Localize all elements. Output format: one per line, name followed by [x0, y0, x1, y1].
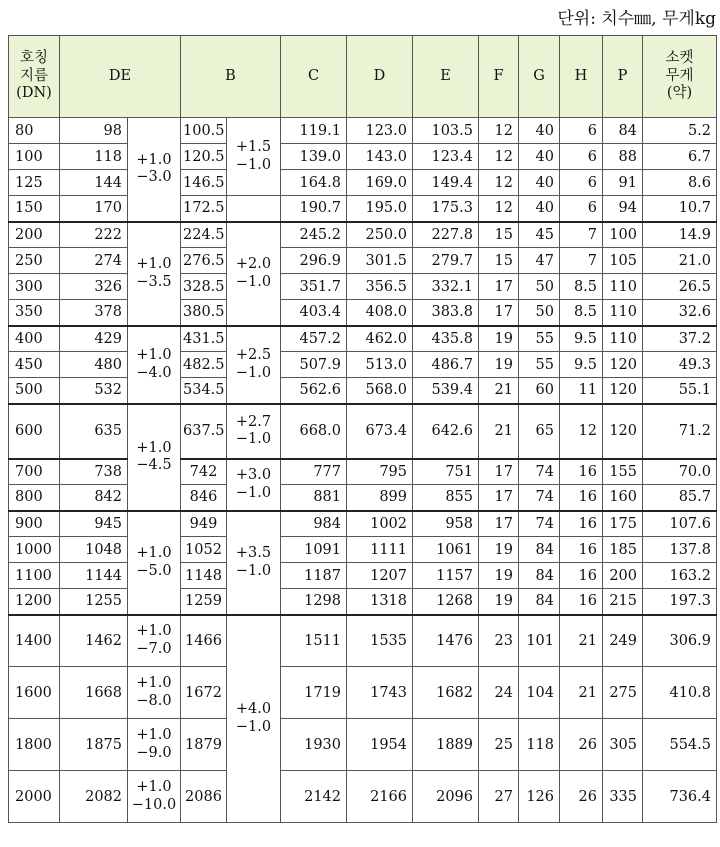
cell-f: 15: [479, 222, 519, 248]
cell-d: 123.0: [347, 118, 413, 144]
cell-e: 123.4: [413, 144, 479, 170]
cell-w: 306.9: [643, 615, 717, 667]
cell-de: 1144: [60, 563, 128, 589]
cell-p: 110: [603, 326, 643, 352]
cell-w: 70.0: [643, 459, 717, 485]
cell-b: 482.5: [181, 352, 227, 378]
cell-g: 47: [519, 248, 560, 274]
table-row: [9, 118, 717, 144]
cell-b: 637.5: [181, 404, 227, 459]
header-dn: 호칭 지름 (DN): [9, 36, 60, 118]
cell-h: 16: [560, 563, 603, 589]
cell-w: 21.0: [643, 248, 717, 274]
cell-e: 751: [413, 459, 479, 485]
cell-de: 326: [60, 274, 128, 300]
cell-p: 249: [603, 615, 643, 667]
cell-b: 224.5: [181, 222, 227, 248]
cell-c: 139.0: [281, 144, 347, 170]
table-row: [9, 589, 717, 615]
cell-e: 149.4: [413, 170, 479, 196]
cell-c: 1091: [281, 537, 347, 563]
cell-dn: 450: [9, 352, 60, 378]
cell-e: 1682: [413, 667, 479, 719]
cell-g: 50: [519, 300, 560, 326]
cell-w: 163.2: [643, 563, 717, 589]
unit-note: 단위: 치수㎜, 무게kg: [557, 9, 716, 29]
cell-d: 356.5: [347, 274, 413, 300]
cell-d: 408.0: [347, 300, 413, 326]
cell-h: 6: [560, 170, 603, 196]
cell-d: 2166: [347, 771, 413, 823]
cell-h: 16: [560, 537, 603, 563]
cell-f: 19: [479, 352, 519, 378]
cell-b-tolerance: +2.5 −1.0: [227, 326, 281, 404]
cell-dn: 800: [9, 485, 60, 511]
cell-dn: 600: [9, 404, 60, 459]
cell-de: 635: [60, 404, 128, 459]
cell-e: 1889: [413, 719, 479, 771]
header-d: D: [347, 36, 413, 118]
cell-e: 435.8: [413, 326, 479, 352]
cell-h: 11: [560, 378, 603, 404]
cell-b: 120.5: [181, 144, 227, 170]
cell-w: 410.8: [643, 667, 717, 719]
cell-b: 1879: [181, 719, 227, 771]
cell-g: 84: [519, 563, 560, 589]
cell-c: 881: [281, 485, 347, 511]
cell-e: 486.7: [413, 352, 479, 378]
cell-g: 40: [519, 170, 560, 196]
cell-d: 462.0: [347, 326, 413, 352]
table-row: [9, 719, 717, 771]
cell-e: 175.3: [413, 196, 479, 222]
cell-dn: 300: [9, 274, 60, 300]
header-b: B: [181, 36, 281, 118]
cell-h: 7: [560, 248, 603, 274]
cell-d: 513.0: [347, 352, 413, 378]
cell-f: 17: [479, 300, 519, 326]
cell-de-tolerance: +1.0 −8.0: [128, 667, 181, 719]
cell-b: 431.5: [181, 326, 227, 352]
cell-c: 777: [281, 459, 347, 485]
cell-w: 37.2: [643, 326, 717, 352]
cell-b: 1672: [181, 667, 227, 719]
cell-h: 16: [560, 511, 603, 537]
cell-f: 17: [479, 511, 519, 537]
cell-w: 8.6: [643, 170, 717, 196]
cell-e: 1268: [413, 589, 479, 615]
cell-de: 1875: [60, 719, 128, 771]
cell-dn: 500: [9, 378, 60, 404]
cell-p: 155: [603, 459, 643, 485]
cell-de: 144: [60, 170, 128, 196]
cell-d: 195.0: [347, 196, 413, 222]
cell-f: 17: [479, 459, 519, 485]
cell-d: 1002: [347, 511, 413, 537]
cell-de-tolerance: +1.0 −7.0: [128, 615, 181, 667]
socket-dimension-table: [8, 35, 717, 823]
cell-g: 45: [519, 222, 560, 248]
table-row: [9, 222, 717, 248]
cell-de: 170: [60, 196, 128, 222]
cell-p: 105: [603, 248, 643, 274]
cell-de: 945: [60, 511, 128, 537]
header-c: C: [281, 36, 347, 118]
cell-b: 1466: [181, 615, 227, 667]
cell-w: 554.5: [643, 719, 717, 771]
cell-d: 673.4: [347, 404, 413, 459]
cell-dn: 200: [9, 222, 60, 248]
cell-g: 60: [519, 378, 560, 404]
cell-p: 110: [603, 300, 643, 326]
cell-c: 403.4: [281, 300, 347, 326]
cell-p: 275: [603, 667, 643, 719]
cell-w: 85.7: [643, 485, 717, 511]
cell-p: 94: [603, 196, 643, 222]
cell-dn: 1000: [9, 537, 60, 563]
cell-f: 17: [479, 274, 519, 300]
header-de: DE: [60, 36, 181, 118]
cell-d: 1954: [347, 719, 413, 771]
cell-g: 74: [519, 511, 560, 537]
cell-p: 185: [603, 537, 643, 563]
cell-b-tolerance: +3.0 −1.0: [227, 459, 281, 511]
cell-p: 110: [603, 274, 643, 300]
table-row: [9, 170, 717, 196]
cell-b: 380.5: [181, 300, 227, 326]
cell-e: 2096: [413, 771, 479, 823]
cell-f: 21: [479, 404, 519, 459]
cell-b: 1259: [181, 589, 227, 615]
cell-f: 27: [479, 771, 519, 823]
cell-c: 1187: [281, 563, 347, 589]
cell-e: 855: [413, 485, 479, 511]
cell-b-tolerance: +2.0 −1.0: [227, 222, 281, 326]
cell-c: 296.9: [281, 248, 347, 274]
cell-b: 949: [181, 511, 227, 537]
cell-w: 137.8: [643, 537, 717, 563]
cell-de: 1048: [60, 537, 128, 563]
cell-de: 98: [60, 118, 128, 144]
cell-d: 1743: [347, 667, 413, 719]
cell-f: 24: [479, 667, 519, 719]
cell-b: 846: [181, 485, 227, 511]
cell-p: 100: [603, 222, 643, 248]
cell-de: 532: [60, 378, 128, 404]
cell-dn: 700: [9, 459, 60, 485]
cell-c: 562.6: [281, 378, 347, 404]
header-p: P: [603, 36, 643, 118]
table-row: [9, 667, 717, 719]
cell-de: 1668: [60, 667, 128, 719]
cell-c: 164.8: [281, 170, 347, 196]
cell-dn: 150: [9, 196, 60, 222]
cell-g: 104: [519, 667, 560, 719]
cell-de: 378: [60, 300, 128, 326]
cell-h: 16: [560, 459, 603, 485]
cell-f: 15: [479, 248, 519, 274]
cell-e: 103.5: [413, 118, 479, 144]
cell-p: 91: [603, 170, 643, 196]
cell-d: 1111: [347, 537, 413, 563]
table-row: [9, 771, 717, 823]
cell-b: 146.5: [181, 170, 227, 196]
cell-c: 245.2: [281, 222, 347, 248]
cell-w: 49.3: [643, 352, 717, 378]
cell-de-tolerance: +1.0 −3.5: [128, 222, 181, 326]
cell-g: 84: [519, 537, 560, 563]
table-row: [9, 248, 717, 274]
cell-h: 21: [560, 667, 603, 719]
cell-de-tolerance: +1.0 −4.5: [128, 404, 181, 511]
cell-c: 668.0: [281, 404, 347, 459]
cell-b: 2086: [181, 771, 227, 823]
cell-de: 1255: [60, 589, 128, 615]
cell-dn: 900: [9, 511, 60, 537]
cell-d: 1535: [347, 615, 413, 667]
table-row: [9, 196, 717, 222]
cell-p: 88: [603, 144, 643, 170]
cell-h: 26: [560, 771, 603, 823]
cell-g: 74: [519, 485, 560, 511]
cell-h: 6: [560, 196, 603, 222]
cell-de: 1462: [60, 615, 128, 667]
cell-g: 101: [519, 615, 560, 667]
cell-p: 120: [603, 378, 643, 404]
cell-dn: 1600: [9, 667, 60, 719]
cell-p: 120: [603, 352, 643, 378]
cell-p: 200: [603, 563, 643, 589]
cell-e: 1061: [413, 537, 479, 563]
cell-w: 55.1: [643, 378, 717, 404]
cell-c: 1298: [281, 589, 347, 615]
cell-f: 17: [479, 485, 519, 511]
cell-b-tolerance: +4.0 −1.0: [227, 615, 281, 823]
cell-d: 899: [347, 485, 413, 511]
cell-d: 568.0: [347, 378, 413, 404]
cell-dn: 100: [9, 144, 60, 170]
cell-dn: 2000: [9, 771, 60, 823]
cell-b: 1148: [181, 563, 227, 589]
cell-d: 1207: [347, 563, 413, 589]
table-row: [9, 144, 717, 170]
cell-d: 169.0: [347, 170, 413, 196]
header-weight: 소켓 무게 (약): [643, 36, 717, 118]
cell-w: 197.3: [643, 589, 717, 615]
cell-de-tolerance: +1.0 −3.0: [128, 118, 181, 222]
cell-w: 71.2: [643, 404, 717, 459]
cell-g: 55: [519, 352, 560, 378]
cell-w: 5.2: [643, 118, 717, 144]
cell-c: 1511: [281, 615, 347, 667]
cell-dn: 80: [9, 118, 60, 144]
cell-de-tolerance: +1.0 −4.0: [128, 326, 181, 404]
cell-dn: 400: [9, 326, 60, 352]
cell-e: 539.4: [413, 378, 479, 404]
cell-e: 227.8: [413, 222, 479, 248]
cell-g: 84: [519, 589, 560, 615]
cell-dn: 1400: [9, 615, 60, 667]
cell-c: 119.1: [281, 118, 347, 144]
cell-d: 250.0: [347, 222, 413, 248]
cell-g: 40: [519, 118, 560, 144]
cell-g: 65: [519, 404, 560, 459]
cell-h: 16: [560, 589, 603, 615]
cell-c: 1719: [281, 667, 347, 719]
cell-de-tolerance: +1.0 −9.0: [128, 719, 181, 771]
cell-de: 274: [60, 248, 128, 274]
table-row: [9, 404, 717, 459]
cell-h: 6: [560, 144, 603, 170]
cell-de-tolerance: +1.0 −10.0: [128, 771, 181, 823]
cell-f: 23: [479, 615, 519, 667]
cell-h: 7: [560, 222, 603, 248]
cell-f: 12: [479, 118, 519, 144]
cell-f: 21: [479, 378, 519, 404]
cell-f: 19: [479, 589, 519, 615]
cell-b-tolerance: +2.7 −1.0: [227, 404, 281, 459]
cell-h: 9.5: [560, 326, 603, 352]
cell-e: 958: [413, 511, 479, 537]
cell-b: 742: [181, 459, 227, 485]
cell-g: 50: [519, 274, 560, 300]
cell-c: 1930: [281, 719, 347, 771]
cell-f: 19: [479, 326, 519, 352]
table-row: [9, 511, 717, 537]
table-row: [9, 485, 717, 511]
cell-de: 842: [60, 485, 128, 511]
cell-b: 1052: [181, 537, 227, 563]
cell-w: 14.9: [643, 222, 717, 248]
cell-de: 2082: [60, 771, 128, 823]
cell-w: 6.7: [643, 144, 717, 170]
cell-dn: 1800: [9, 719, 60, 771]
header-g: G: [519, 36, 560, 118]
table-row: [9, 274, 717, 300]
cell-f: 12: [479, 170, 519, 196]
cell-w: 10.7: [643, 196, 717, 222]
cell-b: 100.5: [181, 118, 227, 144]
cell-p: 335: [603, 771, 643, 823]
cell-dn: 350: [9, 300, 60, 326]
cell-d: 301.5: [347, 248, 413, 274]
cell-b: 534.5: [181, 378, 227, 404]
cell-e: 642.6: [413, 404, 479, 459]
cell-c: 351.7: [281, 274, 347, 300]
cell-c: 457.2: [281, 326, 347, 352]
cell-de: 429: [60, 326, 128, 352]
cell-g: 40: [519, 144, 560, 170]
cell-de: 480: [60, 352, 128, 378]
cell-p: 175: [603, 511, 643, 537]
cell-dn: 125: [9, 170, 60, 196]
table-row: [9, 459, 717, 485]
cell-e: 1476: [413, 615, 479, 667]
cell-e: 383.8: [413, 300, 479, 326]
cell-h: 12: [560, 404, 603, 459]
cell-g: 40: [519, 196, 560, 222]
cell-b-tolerance: +1.5 −1.0: [227, 118, 281, 196]
cell-b-tolerance-empty: [227, 196, 281, 222]
cell-w: 107.6: [643, 511, 717, 537]
cell-h: 26: [560, 719, 603, 771]
cell-c: 984: [281, 511, 347, 537]
cell-b: 328.5: [181, 274, 227, 300]
cell-p: 215: [603, 589, 643, 615]
cell-de: 738: [60, 459, 128, 485]
cell-b: 172.5: [181, 196, 227, 222]
cell-f: 19: [479, 563, 519, 589]
cell-de-tolerance: +1.0 −5.0: [128, 511, 181, 615]
cell-w: 32.6: [643, 300, 717, 326]
cell-d: 795: [347, 459, 413, 485]
cell-c: 190.7: [281, 196, 347, 222]
header-f: F: [479, 36, 519, 118]
table-row: [9, 352, 717, 378]
cell-p: 160: [603, 485, 643, 511]
table-row: [9, 378, 717, 404]
table-row: [9, 615, 717, 667]
table-row: [9, 563, 717, 589]
cell-g: 118: [519, 719, 560, 771]
cell-e: 1157: [413, 563, 479, 589]
table-row: [9, 537, 717, 563]
cell-f: 19: [479, 537, 519, 563]
cell-g: 74: [519, 459, 560, 485]
cell-h: 9.5: [560, 352, 603, 378]
cell-dn: 1100: [9, 563, 60, 589]
cell-h: 8.5: [560, 300, 603, 326]
cell-de: 118: [60, 144, 128, 170]
cell-h: 21: [560, 615, 603, 667]
cell-b: 276.5: [181, 248, 227, 274]
table-row: [9, 326, 717, 352]
cell-h: 16: [560, 485, 603, 511]
cell-c: 507.9: [281, 352, 347, 378]
cell-p: 84: [603, 118, 643, 144]
cell-f: 12: [479, 144, 519, 170]
header-h: H: [560, 36, 603, 118]
cell-p: 120: [603, 404, 643, 459]
cell-dn: 1200: [9, 589, 60, 615]
cell-w: 26.5: [643, 274, 717, 300]
cell-d: 143.0: [347, 144, 413, 170]
cell-de: 222: [60, 222, 128, 248]
cell-p: 305: [603, 719, 643, 771]
cell-e: 279.7: [413, 248, 479, 274]
cell-d: 1318: [347, 589, 413, 615]
header-e: E: [413, 36, 479, 118]
cell-g: 126: [519, 771, 560, 823]
cell-w: 736.4: [643, 771, 717, 823]
cell-h: 6: [560, 118, 603, 144]
table-row: [9, 300, 717, 326]
cell-f: 12: [479, 196, 519, 222]
cell-c: 2142: [281, 771, 347, 823]
cell-e: 332.1: [413, 274, 479, 300]
cell-h: 8.5: [560, 274, 603, 300]
cell-b-tolerance: +3.5 −1.0: [227, 511, 281, 615]
cell-g: 55: [519, 326, 560, 352]
cell-dn: 250: [9, 248, 60, 274]
cell-f: 25: [479, 719, 519, 771]
